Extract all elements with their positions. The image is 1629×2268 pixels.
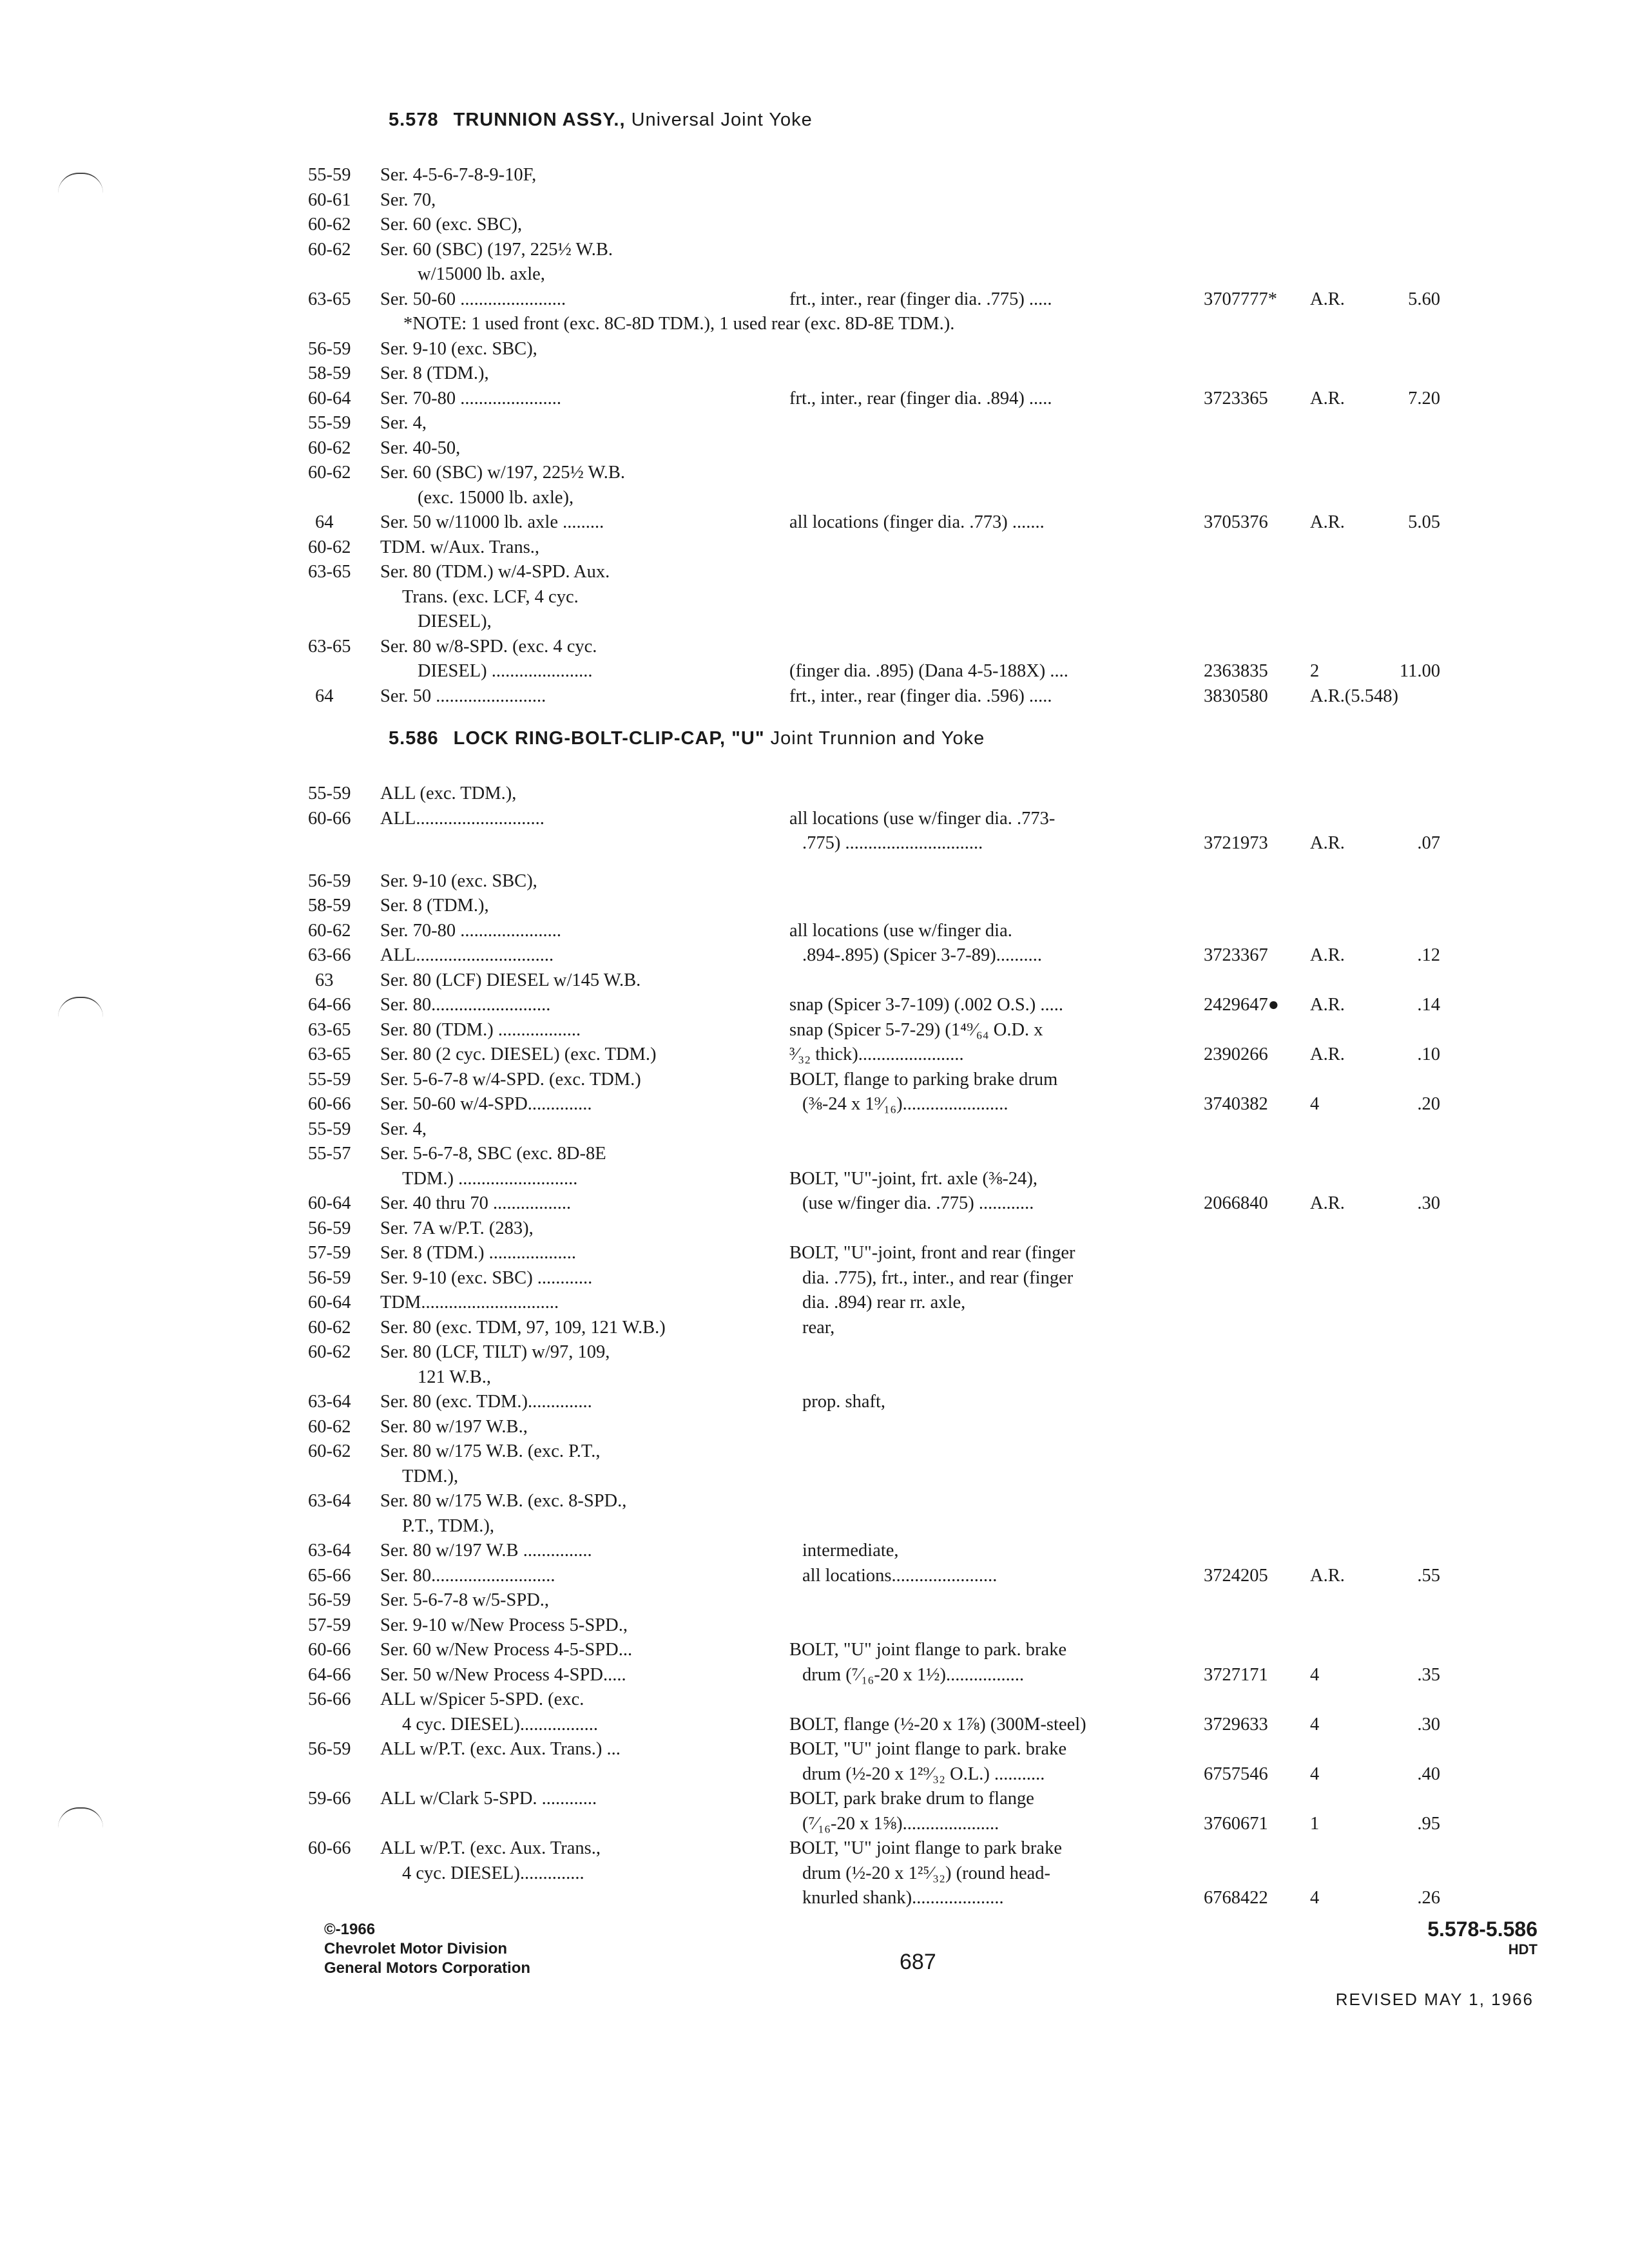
- section-number: 5.578: [389, 110, 439, 130]
- table-row: [0, 1044, 1629, 1070]
- application: Ser. 80 w/197 W.B.,: [380, 1416, 528, 1437]
- year-range: 60-66: [308, 1640, 351, 1660]
- application: Ser. 60 (exc. SBC),: [380, 215, 523, 235]
- year-range: 55-59: [308, 783, 351, 803]
- section-heading: [389, 110, 813, 131]
- year-range: 60-62: [308, 920, 351, 941]
- application: TDM. w/Aux. Trans.,: [380, 537, 540, 557]
- year-range: 60-62: [308, 1317, 351, 1338]
- quantity: A.R.: [1310, 995, 1345, 1015]
- table-row: [0, 1094, 1629, 1119]
- application: TDM.),: [402, 1466, 459, 1486]
- table-row: [0, 438, 1629, 463]
- table-row: [0, 1715, 1629, 1740]
- part-number: 3721973: [1204, 833, 1268, 853]
- description: BOLT, "U" joint flange to park brake: [789, 1838, 1062, 1858]
- table-row: [0, 1491, 1629, 1516]
- table-row: [0, 871, 1629, 896]
- year-range: 56-59: [308, 870, 351, 891]
- catalog-code: HDT: [1508, 1941, 1537, 1957]
- table-row: [0, 1764, 1629, 1789]
- application: Ser. 5-6-7-8 w/4-SPD. (exc. TDM.): [380, 1069, 641, 1090]
- price: .95: [1417, 1813, 1440, 1834]
- application: 4 cyc. DIESEL)..............: [402, 1863, 584, 1883]
- section-range: 5.578-5.586: [1427, 1917, 1537, 1941]
- part-number: 3724205: [1204, 1565, 1268, 1586]
- table-row: [0, 1293, 1629, 1318]
- table-row: [0, 1193, 1629, 1218]
- application: ALL w/Clark 5-SPD. ............: [380, 1789, 597, 1809]
- description: BOLT, park brake drum to flange: [789, 1789, 1034, 1809]
- table-row: [0, 661, 1629, 686]
- application: ALL............................: [380, 808, 545, 829]
- application: Ser. 80 (TDM.) ..................: [380, 1019, 581, 1040]
- application: ALL..............................: [380, 945, 554, 965]
- description: frt., inter., rear (finger dia. .775) .....: [789, 289, 1052, 309]
- year-range: 64-66: [308, 1664, 351, 1685]
- corporation-line: General Motors Corporation: [324, 1959, 531, 1977]
- table-row: [0, 1169, 1629, 1194]
- section-range-block: [1427, 1917, 1537, 1958]
- description: all locations (use w/finger dia.: [789, 920, 1012, 941]
- price: .55: [1417, 1565, 1440, 1586]
- description: all locations.......................: [802, 1565, 998, 1586]
- table-row: [0, 1739, 1629, 1764]
- part-number: 6768422: [1204, 1888, 1268, 1908]
- table-row: [0, 488, 1629, 513]
- application: DIESEL) ......................: [418, 661, 593, 681]
- application: ALL w/P.T. (exc. Aux. Trans.,: [380, 1838, 601, 1858]
- table-row: [0, 1615, 1629, 1640]
- year-range: 55-57: [308, 1144, 351, 1164]
- year-range: 56-59: [308, 338, 351, 359]
- description: (⅜-24 x 1⁹⁄₁₆).......................: [802, 1094, 1008, 1114]
- quantity: 4: [1310, 1664, 1320, 1685]
- table-row: [0, 1218, 1629, 1244]
- application: Ser. 80 (TDM.) w/4-SPD. Aux.: [380, 562, 610, 582]
- section-subtitle: Universal Joint Yoke: [631, 110, 813, 130]
- table-row: [0, 1640, 1629, 1665]
- application: Ser. 9-10 (exc. SBC),: [380, 338, 537, 359]
- table-row: [0, 995, 1629, 1020]
- year-range: 56-59: [308, 1590, 351, 1610]
- description: drum (⁷⁄₁₆-20 x 1½).................: [802, 1664, 1025, 1685]
- description: BOLT, flange to parking brake drum: [789, 1069, 1058, 1090]
- year-range: 55-59: [308, 1069, 351, 1090]
- price: 11.00: [1399, 661, 1440, 681]
- application: Ser. 50-60 w/4-SPD..............: [380, 1094, 592, 1114]
- application: Ser. 80 (2 cyc. DIESEL) (exc. TDM.): [380, 1044, 657, 1064]
- application: Ser. 5-6-7-8 w/5-SPD.,: [380, 1590, 550, 1610]
- year-range: 59-66: [308, 1789, 351, 1809]
- year-range: 63: [315, 970, 334, 990]
- section-heading: [389, 728, 985, 749]
- description: frt., inter., rear (finger dia. .596) .....: [789, 686, 1052, 706]
- part-number: 3727171: [1204, 1664, 1268, 1685]
- application: Ser. 40-50,: [380, 437, 461, 458]
- division-line: Chevrolet Motor Division: [324, 1940, 508, 1957]
- part-number: 6757546: [1204, 1763, 1268, 1784]
- section-title: TRUNNION ASSY.,: [453, 110, 626, 130]
- part-number: 3729633: [1204, 1714, 1268, 1735]
- quantity: 4: [1310, 1094, 1320, 1114]
- price: .30: [1417, 1193, 1440, 1213]
- table-row: [0, 921, 1629, 946]
- year-range: 60-64: [308, 388, 351, 408]
- quantity: A.R.: [1310, 1044, 1345, 1064]
- part-number: 3707777*: [1204, 289, 1277, 309]
- description: BOLT, "U"-joint, front and rear (finger: [789, 1243, 1075, 1263]
- application: Ser. 80 w/175 W.B. (exc. 8-SPD.,: [380, 1491, 627, 1511]
- description: (use w/finger dia. .775) ............: [802, 1193, 1034, 1213]
- application: Ser. 60 w/New Process 4-5-SPD...: [380, 1640, 633, 1660]
- table-row: [0, 240, 1629, 265]
- table-row: [0, 1020, 1629, 1045]
- application: Trans. (exc. LCF, 4 cyc.: [402, 586, 579, 607]
- description: drum (½-20 x 1²⁹⁄₃₂ O.L.) ...........: [802, 1763, 1045, 1784]
- table-row: [0, 1144, 1629, 1169]
- quantity: 4: [1310, 1714, 1320, 1735]
- description: ³⁄₃₂ thick).......................: [789, 1044, 964, 1064]
- year-range: 60-66: [308, 1094, 351, 1114]
- copyright-line: ©-1966: [324, 1921, 376, 1938]
- table-row: [0, 1070, 1629, 1095]
- year-range: 63-64: [308, 1491, 351, 1511]
- year-range: 63-65: [308, 1019, 351, 1040]
- table-row: [0, 1119, 1629, 1144]
- description: BOLT, "U" joint flange to park. brake: [789, 1739, 1067, 1759]
- quantity: A.R.: [1310, 1193, 1345, 1213]
- quantity: 1: [1310, 1813, 1320, 1834]
- row-spacer: [0, 858, 1629, 871]
- year-range: 63-65: [308, 289, 351, 309]
- application: Ser. 60 (SBC) w/197, 225½ W.B.: [380, 463, 626, 483]
- year-range: 63-66: [308, 945, 351, 965]
- application: 121 W.B.,: [418, 1367, 492, 1387]
- table-row: [0, 1392, 1629, 1417]
- price: .12: [1417, 945, 1440, 965]
- year-range: 65-66: [308, 1565, 351, 1586]
- application: Ser. 80...........................: [380, 1565, 555, 1586]
- table-row: [0, 587, 1629, 612]
- table-row: [0, 463, 1629, 488]
- section-2-table: [0, 783, 1629, 1913]
- table-row: [0, 165, 1629, 190]
- application: P.T., TDM.),: [402, 1515, 495, 1536]
- application: Ser. 80 (LCF, TILT) w/97, 109,: [380, 1342, 610, 1362]
- application: Ser. 80 w/175 W.B. (exc. P.T.,: [380, 1441, 601, 1461]
- description: prop. shaft,: [802, 1392, 886, 1412]
- table-row: [0, 512, 1629, 537]
- year-range: 58-59: [308, 363, 351, 383]
- application: Ser. 80 w/197 W.B ...............: [380, 1541, 592, 1561]
- description: BOLT, "U" joint flange to park. brake: [789, 1640, 1067, 1660]
- table-row: [0, 289, 1629, 314]
- description: dia. .775), frt., inter., and rear (finger: [802, 1267, 1074, 1288]
- year-range: 55-59: [308, 413, 351, 433]
- description: snap (Spicer 3-7-109) (.002 O.S.) .....: [789, 995, 1064, 1015]
- application: Ser. 80 (exc. TDM, 97, 109, 121 W.B.): [380, 1317, 666, 1338]
- description: (⁷⁄₁₆-20 x 1⅝).....................: [802, 1813, 999, 1834]
- description: dia. .894) rear rr. axle,: [802, 1293, 966, 1312]
- application: Ser. 9-10 (exc. SBC) ............: [380, 1267, 593, 1288]
- table-row: [0, 1888, 1629, 1913]
- quantity: 4: [1310, 1888, 1320, 1908]
- year-range: 64: [315, 686, 334, 706]
- description: all locations (use w/finger dia. .773-: [789, 808, 1055, 829]
- year-range: 60-62: [308, 437, 351, 458]
- price: .30: [1417, 1714, 1440, 1735]
- year-range: 57-59: [308, 1243, 351, 1263]
- year-range: 60-62: [308, 215, 351, 235]
- table-row: [0, 1590, 1629, 1615]
- application: Ser. 80 w/8-SPD. (exc. 4 cyc.: [380, 636, 597, 657]
- table-row: [0, 611, 1629, 637]
- year-range: 60-62: [308, 537, 351, 557]
- year-range: 56-59: [308, 1739, 351, 1759]
- description: .775) ..............................: [802, 833, 983, 853]
- description: BOLT, flange (½-20 x 1⅞) (300M-steel): [789, 1714, 1086, 1735]
- application: DIESEL),: [418, 611, 492, 631]
- description: knurled shank)....................: [802, 1888, 1004, 1908]
- table-row: [0, 1789, 1629, 1814]
- application: Ser. 70-80 ......................: [380, 920, 562, 941]
- section-1-table: [0, 165, 1629, 711]
- description: rear,: [802, 1317, 835, 1338]
- application: Ser. 4,: [380, 1119, 427, 1139]
- application: Ser. 50 ........................: [380, 686, 546, 706]
- table-row: [0, 339, 1629, 364]
- part-number: 2363835: [1204, 661, 1268, 681]
- description: frt., inter., rear (finger dia. .894) .....: [789, 388, 1052, 408]
- table-row: [0, 833, 1629, 858]
- table-row: [0, 1367, 1629, 1392]
- application: Ser. 70,: [380, 189, 436, 210]
- application: (exc. 15000 lb. axle),: [418, 487, 574, 508]
- application: Ser. 70-80 ......................: [380, 388, 562, 408]
- year-range: 63-64: [308, 1541, 351, 1561]
- table-row: [0, 1838, 1629, 1863]
- year-range: 63-65: [308, 562, 351, 582]
- part-number: 2066840: [1204, 1193, 1268, 1213]
- revision-date: REVISED MAY 1, 1966: [1335, 1990, 1534, 2009]
- application: Ser. 7A w/P.T. (283),: [380, 1218, 534, 1238]
- year-range: 55-59: [308, 1119, 351, 1139]
- application: Ser. 50 w/New Process 4-SPD.....: [380, 1664, 626, 1685]
- year-range: 60-64: [308, 1293, 351, 1312]
- year-range: 56-66: [308, 1689, 351, 1709]
- year-range: 63-65: [308, 1044, 351, 1064]
- table-row: [0, 1541, 1629, 1566]
- table-row: [0, 1566, 1629, 1591]
- part-number: 2429647●: [1204, 995, 1279, 1015]
- year-range: 60-62: [308, 239, 351, 260]
- price: .20: [1417, 1094, 1440, 1114]
- quantity: 2: [1310, 661, 1320, 681]
- table-row: [0, 783, 1629, 809]
- year-range: 63-65: [308, 636, 351, 657]
- section-title: LOCK RING-BOLT-CLIP-CAP, "U": [453, 728, 765, 749]
- table-row: [0, 945, 1629, 970]
- application: Ser. 80 (LCF) DIESEL w/145 W.B.: [380, 970, 641, 990]
- publisher-block: [324, 1920, 530, 1978]
- application: Ser. 5-6-7-8, SBC (exc. 8D-8E: [380, 1144, 606, 1164]
- application: Ser. 8 (TDM.),: [380, 363, 489, 383]
- application: ALL (exc. TDM.),: [380, 783, 517, 803]
- table-row: [0, 1268, 1629, 1293]
- description: .894-.895) (Spicer 3-7-89)..........: [802, 945, 1043, 965]
- description: BOLT, "U"-joint, frt. axle (⅜-24),: [789, 1168, 1037, 1189]
- year-range: 60-62: [308, 1441, 351, 1461]
- description: snap (Spicer 5-7-29) (1⁴⁹⁄₆₄ O.D. x: [789, 1019, 1043, 1040]
- application: ALL w/P.T. (exc. Aux. Trans.) ...: [380, 1739, 621, 1759]
- application: Ser. 8 (TDM.),: [380, 896, 489, 916]
- table-row: [0, 1689, 1629, 1715]
- application: w/15000 lb. axle,: [418, 264, 545, 284]
- page-number: 687: [900, 1950, 936, 1974]
- table-row: [0, 264, 1629, 289]
- part-number: 3830580: [1204, 686, 1268, 706]
- application: Ser. 50 w/11000 lb. axle .........: [380, 512, 604, 532]
- price: .10: [1417, 1044, 1440, 1064]
- quantity: A.R.: [1310, 1565, 1345, 1586]
- part-number: 2390266: [1204, 1044, 1268, 1064]
- table-row: [0, 389, 1629, 414]
- application: Ser. 4-5-6-7-8-9-10F,: [380, 165, 537, 185]
- part-number: 3760671: [1204, 1813, 1268, 1834]
- table-row: [0, 809, 1629, 834]
- table-row: [0, 896, 1629, 921]
- part-number: 3740382: [1204, 1094, 1268, 1114]
- application: Ser. 40 thru 70 .................: [380, 1193, 572, 1213]
- table-row: [0, 1342, 1629, 1367]
- description: intermediate,: [802, 1541, 899, 1561]
- price: .14: [1417, 995, 1440, 1015]
- application: Ser. 9-10 w/New Process 5-SPD.,: [380, 1615, 628, 1635]
- table-row: [0, 1516, 1629, 1541]
- table-row: [0, 562, 1629, 587]
- year-range: 60-62: [308, 1416, 351, 1437]
- year-range: 60-62: [308, 463, 351, 483]
- description: drum (½-20 x 1²⁵⁄₃₂) (round head-: [802, 1863, 1051, 1883]
- application: Ser. 8 (TDM.) ...................: [380, 1243, 576, 1263]
- year-range: 55-59: [308, 165, 351, 185]
- table-row: [0, 413, 1629, 438]
- table-row: [0, 1417, 1629, 1442]
- year-range: 60-61: [308, 189, 351, 210]
- part-number: 3705376: [1204, 512, 1268, 532]
- table-row: [0, 1814, 1629, 1839]
- part-number: 3723365: [1204, 388, 1268, 408]
- application: 4 cyc. DIESEL).................: [402, 1714, 598, 1735]
- table-row: [0, 363, 1629, 389]
- application: Ser. 80..........................: [380, 995, 551, 1015]
- application: Ser. 9-10 (exc. SBC),: [380, 870, 537, 891]
- section-subtitle: Joint Trunnion and Yoke: [770, 728, 985, 749]
- application: Ser. 4,: [380, 413, 427, 433]
- table-row: [0, 686, 1629, 711]
- section-number: 5.586: [389, 728, 439, 749]
- price: 7.20: [1408, 388, 1440, 408]
- table-row: [0, 1441, 1629, 1466]
- year-range: 56-59: [308, 1218, 351, 1238]
- price: .07: [1417, 833, 1440, 853]
- price: .35: [1417, 1664, 1440, 1685]
- application: Ser. 80 (exc. TDM.)..............: [380, 1392, 592, 1412]
- quantity: A.R.: [1310, 289, 1345, 309]
- application: TDM..............................: [380, 1293, 559, 1312]
- application: ALL w/Spicer 5-SPD. (exc.: [380, 1689, 584, 1709]
- quantity: 4: [1310, 1763, 1320, 1784]
- description: all locations (finger dia. .773) .......: [789, 512, 1045, 532]
- part-number: 3723367: [1204, 945, 1268, 965]
- table-row: [0, 1863, 1629, 1888]
- application: Ser. 60 (SBC) (197, 225½ W.B.: [380, 239, 613, 260]
- quantity: A.R.: [1310, 512, 1345, 532]
- table-note: [0, 314, 1629, 339]
- price: .40: [1417, 1763, 1440, 1784]
- table-row: [0, 637, 1629, 662]
- year-range: 60-62: [308, 1342, 351, 1362]
- quantity: A.R.: [1310, 388, 1345, 408]
- quantity: A.R.: [1310, 833, 1345, 853]
- quantity: A.R.: [1310, 945, 1345, 965]
- price: 5.05: [1408, 512, 1440, 532]
- application: Ser. 50-60 .......................: [380, 289, 566, 309]
- table-row: [0, 1243, 1629, 1268]
- note-text: *NOTE: 1 used front (exc. 8C-8D TDM.), 1 used rear (exc. 8D-8E TDM.).: [403, 314, 955, 334]
- table-row: [0, 1466, 1629, 1492]
- year-range: 57-59: [308, 1615, 351, 1635]
- year-range: 58-59: [308, 896, 351, 916]
- year-range: 64: [315, 512, 334, 532]
- quantity: A.R.(5.548): [1310, 686, 1398, 706]
- table-row: [0, 190, 1629, 215]
- price: 5.60: [1408, 289, 1440, 309]
- application: TDM.) ..........................: [402, 1168, 578, 1189]
- year-range: 60-66: [308, 1838, 351, 1858]
- table-row: [0, 970, 1629, 995]
- table-row: [0, 215, 1629, 240]
- table-row: [0, 537, 1629, 562]
- year-range: 63-64: [308, 1392, 351, 1412]
- year-range: 56-59: [308, 1267, 351, 1288]
- table-row: [0, 1318, 1629, 1343]
- year-range: 60-66: [308, 808, 351, 829]
- year-range: 64-66: [308, 995, 351, 1015]
- description: (finger dia. .895) (Dana 4-5-188X) ....: [789, 661, 1068, 681]
- price: .26: [1417, 1888, 1440, 1908]
- table-row: [0, 1665, 1629, 1690]
- year-range: 60-64: [308, 1193, 351, 1213]
